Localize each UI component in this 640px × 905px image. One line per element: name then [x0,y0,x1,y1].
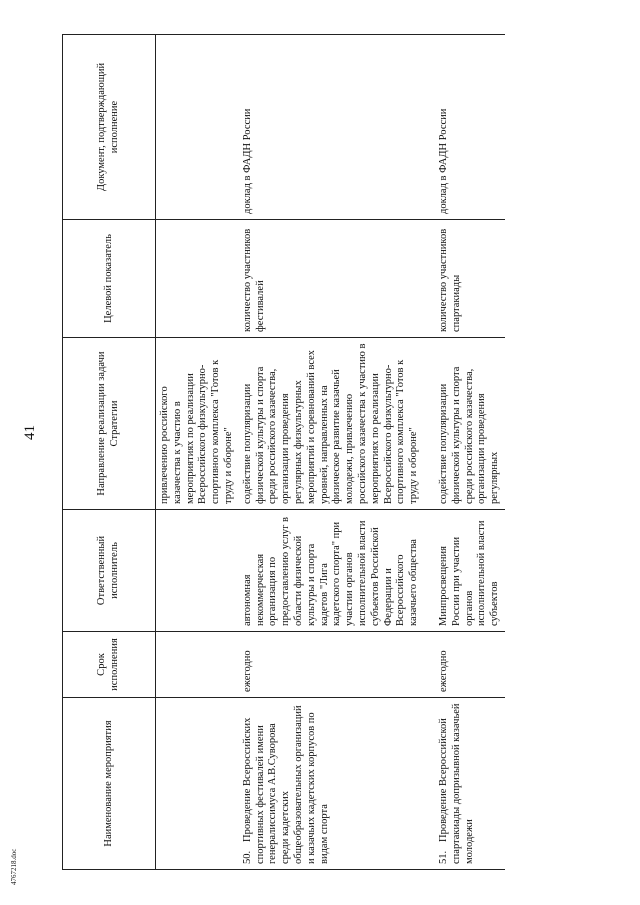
cell-empty [156,35,239,220]
cell-empty [156,220,239,338]
cell-responsible: Минпросвещения России при участии органов исполнительной власти субъектов [424,510,505,632]
header-document: Документ, подтверждающий исполнение [63,35,156,220]
footer-document-id: 4767218.doc [10,848,18,885]
measure-name-text: Проведение Всероссийской спартакиады допризывной казачьей молодежи [437,703,475,864]
header-term: Срок исполнения [63,632,156,698]
row-number: 51. [437,850,449,864]
cell-term: ежегодно [239,632,424,698]
header-direction: Направление реализации задачи Стратегии [63,338,156,510]
table-row [239,35,424,870]
cell-measure-name [239,698,424,870]
measure-name-text: Проведение Всероссийских спортивных фестивалей имени генералиссимуса А.В.Суворова среди кадетских общеобразовательных организаций и казачьих кадетских корпусов по видам спорта [241,705,330,864]
header-responsible: Ответственный исполнитель [63,510,156,632]
row-number: 50. [241,850,253,864]
table-row-continuation [156,35,239,870]
cell-empty [156,510,239,632]
cell-measure-name [424,698,505,870]
cell-direction: содействие популяризации физической культуры и спорта среди российского казачества, организации проведения регулярных [424,338,505,510]
cell-document: доклад в ФАДН России [239,35,424,220]
cell-empty [156,698,239,870]
table-row [424,35,505,870]
cell-direction: содействие популяризации физической культуры и спорта среди российского казачества, организации проведения регулярных физкультурных мероприятий и соревнований всех уровней, направленных на физическое развитие казачьей молодежи, привлечению российского казачества к участию в мероприятиях по реализации Всероссийского физкультурно-спортивного комплекса "Готов к труду и обороне" [239,338,424,510]
measures-table [62,34,505,870]
table-header-row [63,35,156,870]
rotated-table-page [62,35,610,870]
header-indicator: Целевой показатель [63,220,156,338]
cell-empty [156,632,239,698]
cell-responsible: автономная некоммерческая организация по предоставлению услуг в области физической культуры и спорта кадетов "Лига кадетского спорта" при участии органов исполнительной власти субъектов Российской Федерации и Всероссийского казачьего общества [239,510,424,632]
cell-term: ежегодно [424,632,505,698]
cell-indicator: количество участников спартакиады [424,220,505,338]
header-measure-name: Наименование мероприятия [63,698,156,870]
cell-document: доклад в ФАДН России [424,35,505,220]
page-number: 41 [22,425,38,440]
cell-direction: привлечению российского казачества к участию в мероприятиях по реализации Всероссийского физкультурно-спортивного комплекса "Готов к труду и обороне" [156,338,239,510]
cell-indicator: количество участников фестивалей [239,220,424,338]
